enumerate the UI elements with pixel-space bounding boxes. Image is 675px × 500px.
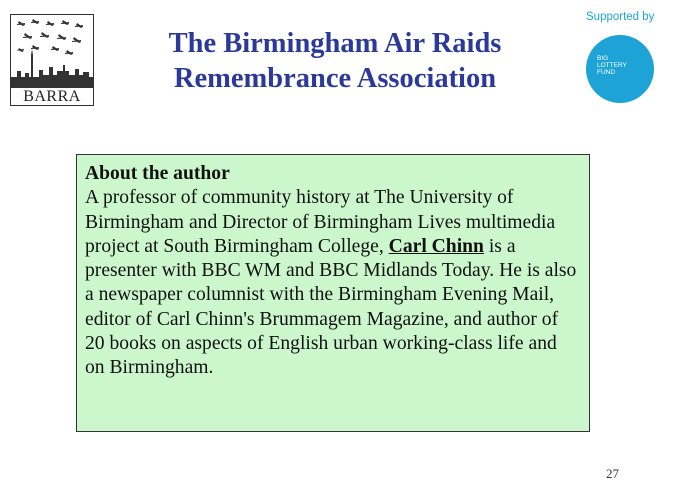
title-line-1: The Birmingham Air Raids [168, 28, 502, 59]
about-text-after: is a presenter with BBC WM and BBC Midlands Today. He is also a newspaper columnist with the Birmingham Evening Mail, editor of Carl Chinn's Brummagem Magazine, and author of 20 books on aspects of English urban working-class life and on Birmingham. [85, 235, 577, 379]
title-line-2: Remembrance Association [173, 63, 497, 94]
big-lottery-fund-logo: BIG LOTTERY FUND [586, 35, 654, 103]
air-raid-silhouette-icon [11, 15, 93, 87]
about-text-before: A professor of community history at The University of Birmingham and Director of Birmingham Lives multimedia project at South Birmingham College, [85, 187, 556, 257]
author-name-link[interactable]: Carl Chinn [388, 235, 484, 257]
supported-by-label: Supported by [586, 11, 655, 23]
page-number: 27 [606, 466, 619, 481]
logo-text: BARRA [11, 87, 93, 105]
about-heading: About the author [85, 163, 230, 184]
page-title [100, 26, 570, 96]
about-author-box [76, 154, 590, 432]
barra-logo [10, 14, 94, 106]
